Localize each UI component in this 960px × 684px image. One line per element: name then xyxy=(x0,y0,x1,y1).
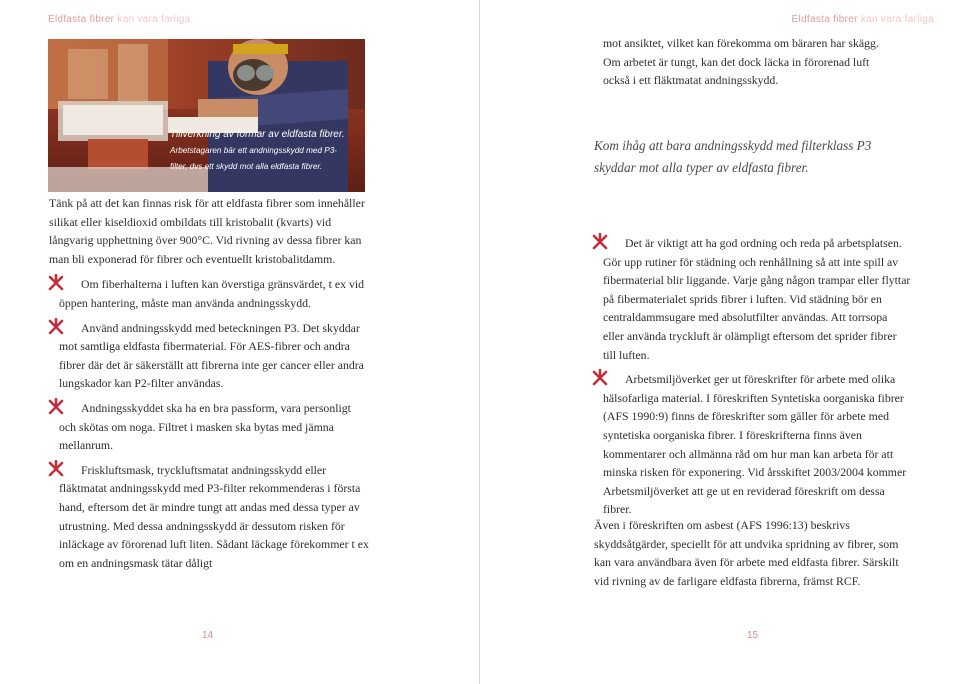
bullet-text: Det är viktigt att ha god ordning och reda på arbetsplatsen. Gör upp rutiner för städning och renhållning så att inte spill av fibermaterial blir liggande. Varje gång någon trampar eller flyttar på fibermaterialet sprids fibrer i luften. Vid städning bör en centraldammsugare med absolutfilter användas. Att torrsopa eller använda tryckluft är olämpligt eftersom det sprider fibrer till luften. xyxy=(603,236,911,362)
header-subtitle: kan vara farliga xyxy=(857,14,934,25)
header-subtitle: kan vara farliga xyxy=(114,14,191,25)
bullet-item xyxy=(603,370,911,519)
pull-quote: Kom ihåg att bara andningsskydd med filterklass P3 skyddar mot alla typer av eldfasta fibrer. xyxy=(594,138,872,175)
bullet-item xyxy=(603,234,911,364)
right-body xyxy=(601,228,911,519)
header-title: Eldfasta fibrer xyxy=(791,14,858,25)
caption-line: filter, dvs ett skydd mot alla eldfasta fibrer. xyxy=(170,162,323,171)
photo-caption xyxy=(170,127,360,175)
fiber-cross-icon xyxy=(47,460,65,478)
page-number: 14 xyxy=(202,630,214,641)
page-number: 15 xyxy=(747,630,759,641)
intro-paragraph: Tänk på att det kan finnas risk för att eldfasta fibrer som innehåller silikat eller kiseldioxid ombildats till kristobalit (kvarts) vid långvarig upphettning över 900°C. Vid rivning av dessa fibrer kan man bli exponerad för fibrer och eventuellt kristobalitdamm. xyxy=(49,196,365,266)
fiber-cross-icon xyxy=(591,369,609,387)
bullet-item xyxy=(59,319,369,393)
bullet-item xyxy=(59,461,369,573)
bullet-item xyxy=(59,275,369,312)
caption-title: Tillverkning av formar av eldfasta fibrer. xyxy=(170,129,345,140)
right-page xyxy=(481,0,960,684)
fiber-cross-icon xyxy=(591,233,609,251)
caption-line: Arbetstagaren bär ett andningsskydd med P3- xyxy=(170,146,338,155)
closing-paragraph: Även i föreskriften om asbest (AFS 1996:13) beskrivs skyddsåtgärder, speciellt för att undvika spridning av fibrer, som kan vara användbara även för arbete med eldfasta fibrer. Särskilt vid rivning av de farligare eldfasta fibrerna, främst RCF. xyxy=(594,518,899,588)
bullet-text: Friskluftsmask, tryckluftsmatat andningsskydd eller fläktmatat andningsskydd med P3-filter rekommenderas i första hand, eftersom det är mindre tungt att andas med dessa typer av utrustning. Med dessa andningsskydd är dessutom risken för inläckage av förorenad luft liten. Sådant läckage förekommer t ex om en andningsmask tätar dåligt xyxy=(59,462,369,570)
header-title: Eldfasta fibrer xyxy=(48,14,115,25)
left-body xyxy=(49,194,369,572)
bullet-text: Om fiberhalterna i luften kan överstiga gränsvärdet, t ex vid öppen hantering, måste man använda andningsskydd. xyxy=(59,277,365,310)
continuation-paragraph: mot ansiktet, vilket kan förekomma om bäraren har skägg. Om arbetet är tungt, kan det dock läcka in förorenad luft också i ett fläktmatat andningsskydd. xyxy=(603,36,879,88)
running-header-right xyxy=(792,14,934,25)
running-header-left xyxy=(48,14,190,25)
bullet-item xyxy=(59,399,369,455)
bullet-text: Använd andningsskydd med beteckningen P3. Det skyddar mot samtliga eldfasta fibermaterial. För AES-fibrer och andra fibrer där det är säkerställt att fibrerna inte ger cancer eller andra lungskador kan P2-filter användas. xyxy=(59,320,364,391)
fiber-cross-icon xyxy=(47,398,65,416)
fiber-cross-icon xyxy=(47,274,65,292)
fiber-cross-icon xyxy=(47,318,65,336)
bullet-text: Arbetsmiljöverket ger ut föreskrifter för arbete med olika hälsofarliga material. I föreskriften Syntetiska oorganiska fibrer (AFS 1990:9) finns de föreskrifter som gäller för arbete med syntetiska oorganiska fibrer. I föreskrifterna finns även kommentarer och allmänna råd om hur man kan arbeta för att minska risken för exponering. Vid årsskiftet 2003/2004 kommer Arbetsmiljöverket att ge ut en reviderad föreskrift om dessa fibrer. xyxy=(603,372,907,517)
bullet-text: Andningsskyddet ska ha en bra passform, vara personligt och skötas om noga. Filtret i masken ska bytas med jämna mellanrum. xyxy=(59,400,351,453)
